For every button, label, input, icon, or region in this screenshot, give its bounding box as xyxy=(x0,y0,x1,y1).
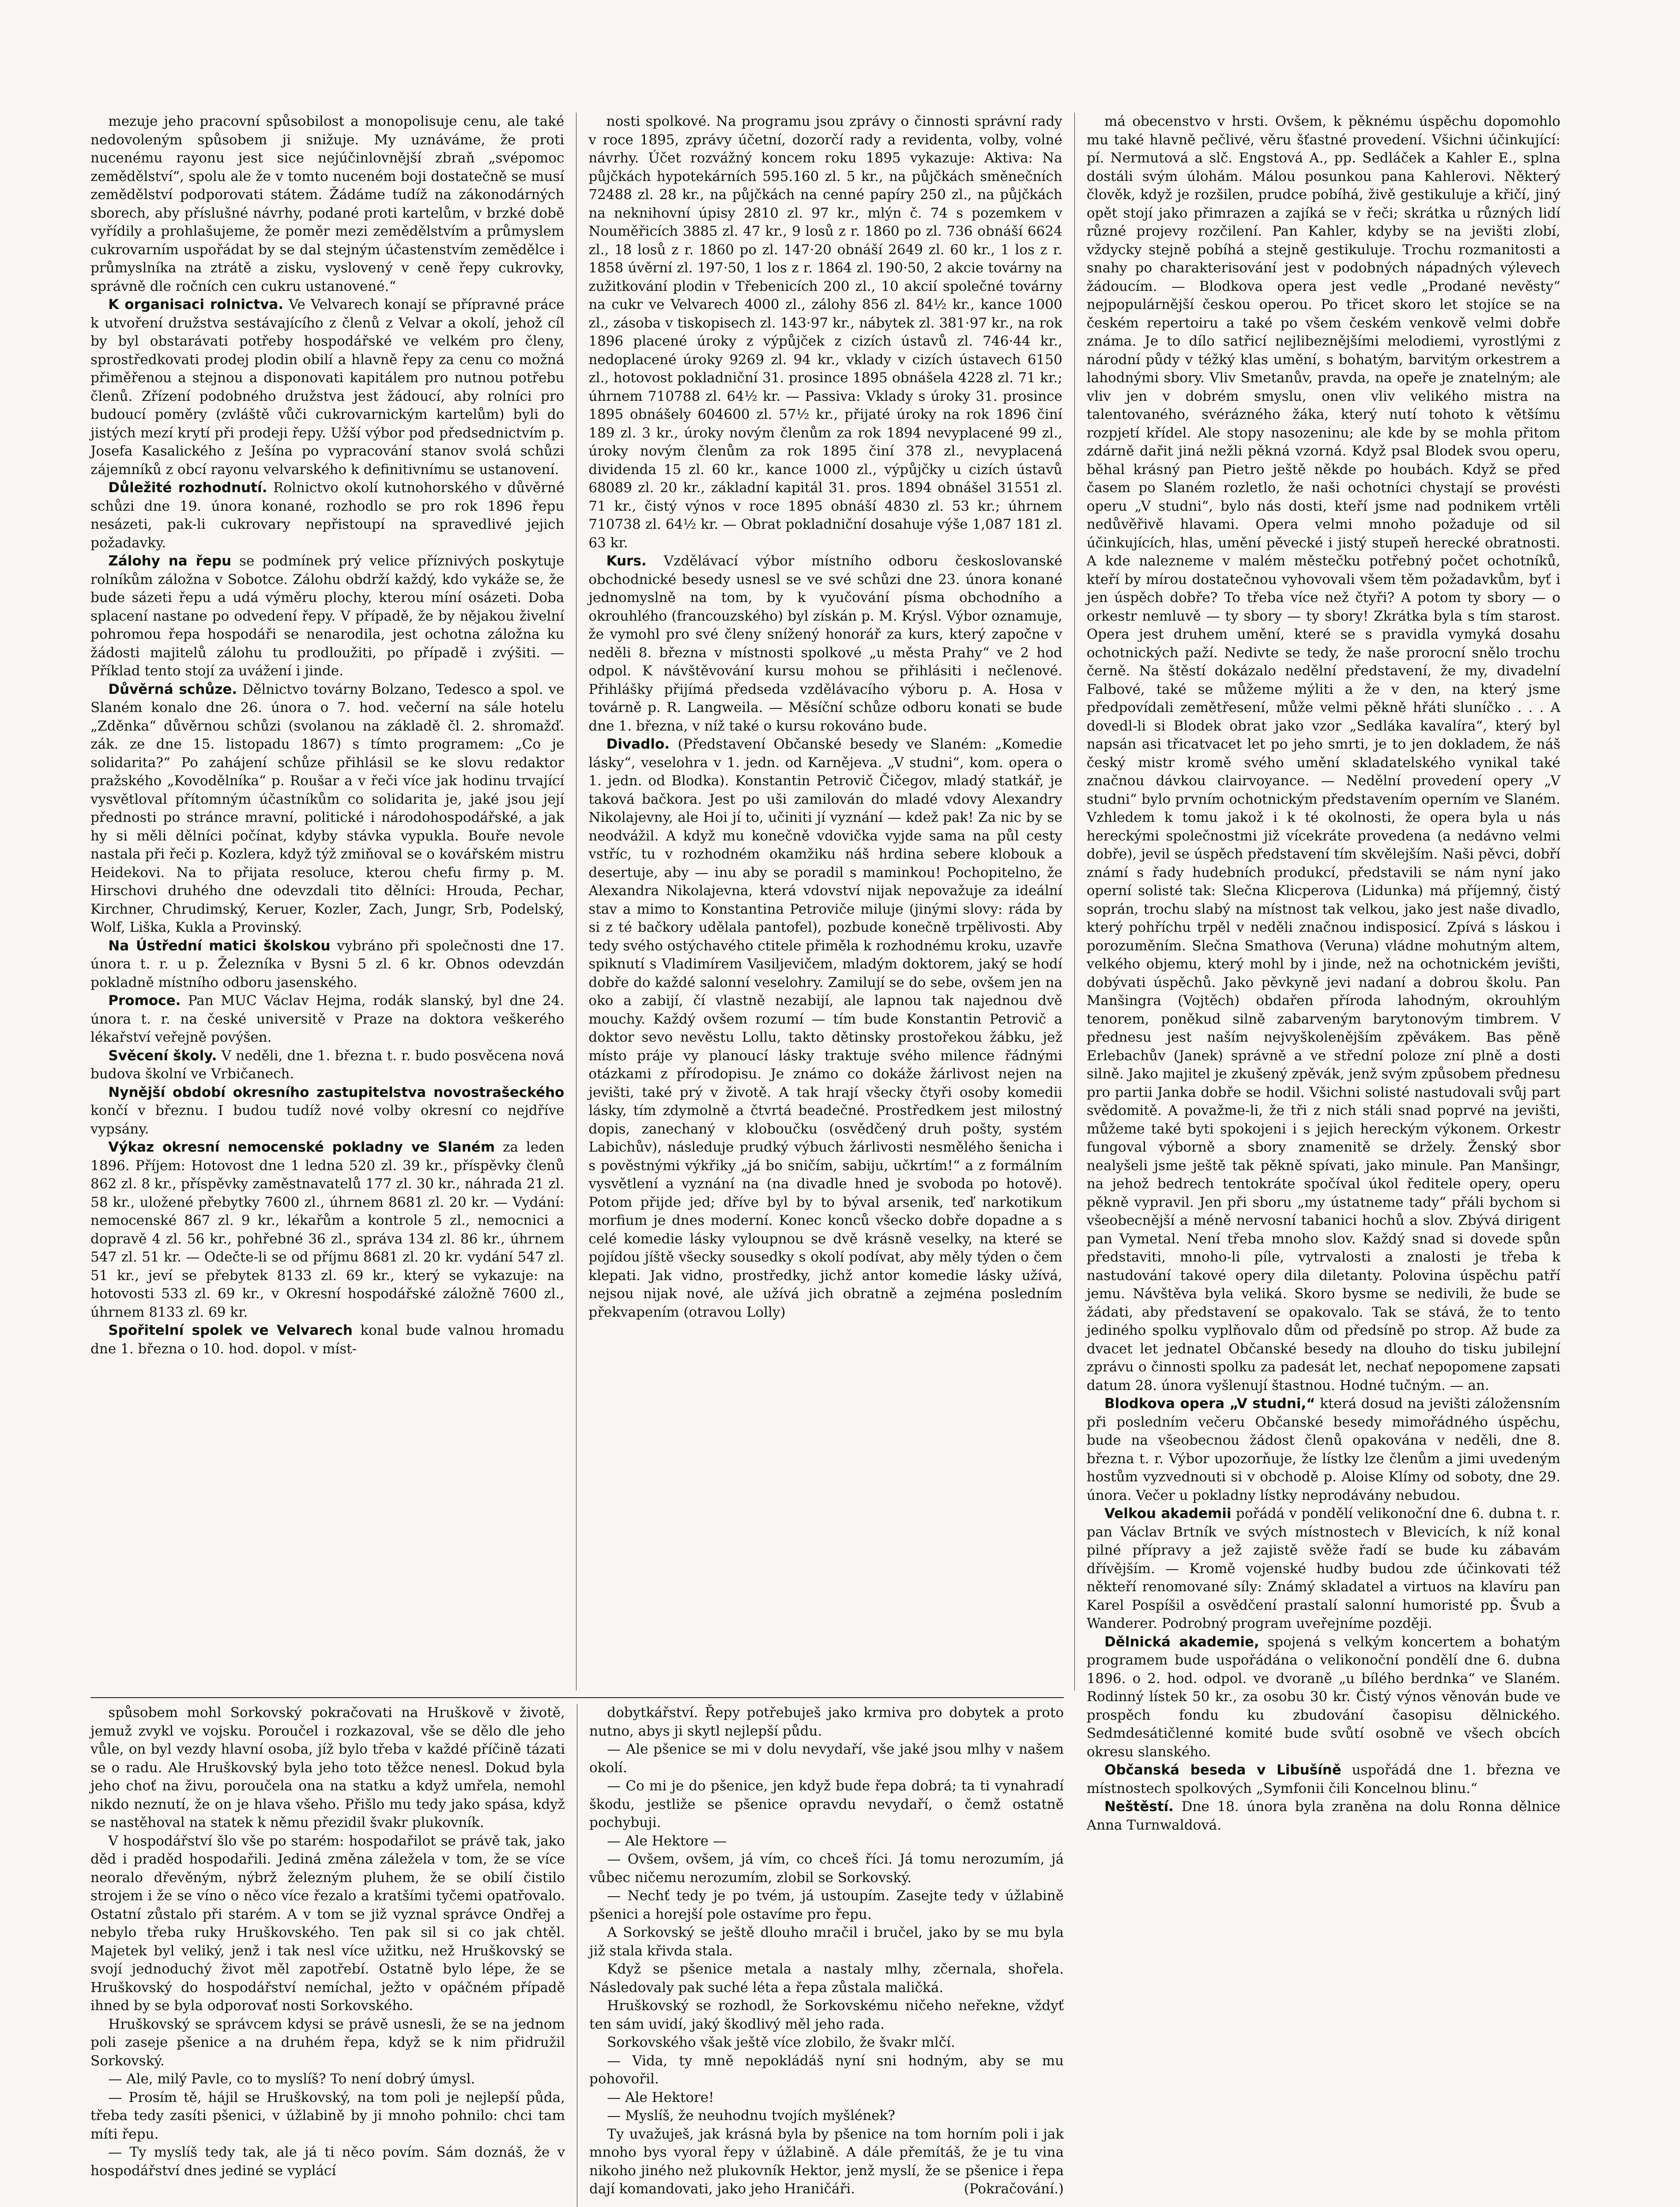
news-item-text: A Sorkovský se ještě dlouho mračil i bručel, jako by se mu byla již stala křivda stala. xyxy=(589,1925,1064,1959)
news-item-text: — Myslíš, že neuhodnu tvojích myšlének? xyxy=(607,2108,895,2124)
paragraph xyxy=(90,2070,565,2089)
paragraph xyxy=(589,1887,1064,1924)
news-item xyxy=(90,1138,564,1322)
news-item-heading: Divadlo. xyxy=(606,736,670,752)
news-item-text: — Ale Hektore! xyxy=(607,2089,714,2105)
paragraph xyxy=(589,1924,1064,1960)
paragraph xyxy=(589,2107,1064,2125)
news-item-text: Pan MUC Václav Hejma, rodák slanský, byl dne 24. února t. r. na české universitě v Praze na doktora veškerého lékařství veřejně povýšen. xyxy=(90,993,565,1045)
news-item xyxy=(1087,1798,1560,1834)
news-item-heading: Na Ústřední matici školskou xyxy=(108,938,331,954)
news-item-text: — Nechť tedy je po tvém, já ustoupím. Zasejte tedy v úžlabině pšenici a horejší pole ostavíme pro řepu. xyxy=(589,1888,1064,1922)
paragraph xyxy=(589,2052,1064,2089)
paragraph xyxy=(589,1997,1064,2034)
news-item-text: — Co mi je do pšenice, jen když bude řepa dobrá; ta ti vynahradí škodu, jestliže se pšenice opravdu nevydaří, o čemž ostatně pochybuji. xyxy=(589,1778,1064,1830)
news-item xyxy=(90,681,564,937)
column-1 xyxy=(90,113,564,1691)
news-item-text: — Ovšem, ovšem, já vím, co chceš říci. Já tomu nerozumím, já vůbec ničemu nerozumím, zlobil se Sorkovský. xyxy=(589,1851,1064,1886)
feuilleton-column-2 xyxy=(589,1704,1064,2207)
paragraph xyxy=(589,1850,1064,1887)
news-item-heading: Občanská beseda v Libušíně xyxy=(1104,1762,1341,1778)
news-item-heading: Blodkova opera „V studni,“ xyxy=(1104,1396,1315,1412)
news-item-text: — Ale Hektore — xyxy=(607,1833,727,1849)
news-item-heading: K organisaci rolnictva. xyxy=(108,297,283,313)
news-item-heading: Nynější období okresního zastupitelstva novostrašeckého xyxy=(108,1084,565,1100)
news-item xyxy=(90,1084,564,1139)
news-item-text: dobytkářství. Řepy potřebuješ jako krmiva pro dobytek a proto nutno, abys ji skytl nejlepší půdu. xyxy=(589,1705,1064,1739)
news-item-text: — Vida, ty mně nepokládáš nyní sni hodným, aby se mu pohovořil. xyxy=(589,2053,1064,2087)
paragraph xyxy=(90,1832,565,2015)
news-item-heading: Promoce. xyxy=(108,993,181,1009)
news-item-text: konal bude valnou hromadu dne 1. března o 10. hod. dopol. v míst- xyxy=(90,1322,565,1357)
news-item xyxy=(90,992,564,1047)
news-item-text: spojená s velkým koncertem a bohatým programem bude uspořádána o velikonoční pondělí dne 6. dubna 1896. o 2. hod. odpol. ve dvoraně „u bílého berdnka“ ve Slaném. Rodinný lístek 50 kr., za osobu 30 kr. Čistý výnos věnován bude ve prospěch fondu ku zbudování časopisu dělnického. Sedmdesátičlenné komité bude svůtí osobně ve všech obcích okresu slanského. xyxy=(1086,1634,1561,1760)
news-item xyxy=(1087,1761,1560,1798)
column-2 xyxy=(588,113,1062,1691)
news-item-text: Dne 18. února byla zraněna na dolu Ronna dělnice Anna Turnwaldová. xyxy=(1086,1799,1561,1833)
news-item-text: Rolnictvo okolí kutnohorského v důvěrné schůzi dne 19. února konané, rozhodlo se pro rok 1896 řepu nesázeti, pak-li cukrovary nepřistoupí na spravedlivé jejich požadavky. xyxy=(90,480,565,551)
news-item-text: nosti spolkové. Na programu jsou zprávy o činnosti správní rady v roce 1895, zprávy účetní, dozorčí rady a revidenta, volby, volné návrhy. Účet rozvážný koncem roku 1895 vykazuje: Aktiva: Na půjčkách hypotekárních 595.160 zl. 5 kr., na půjčkách směnečních 72488 zl. 28 kr., na půjčkách na cenné papíry 250 zl., na půjčkách na neknihovní úpisy 2810 zl. 97 kr., mlýn č. 74 s pozemkem v Nouměřicích 3885 zl. 47 kr., 9 losů z r. 1860 po zl. 736 obnáší 6624 zl., 18 losů z r. 1860 po zl. 147·20 obnáší 2649 zl. 60 kr., 1 los z r. 1858 úvěrní zl. 197·50, 1 los z r. 1864 zl. 190·50, 2 akcie továrny na zužitkování plodin v Třebenicích 200 zl., 10 akcií společné továrny na cukr ve Velvarech 4000 zl., zálohy 856 zl. 84½ kr., kance 1000 zl., zásoba v tiskopisech zl. 143·97 kr., nábytek zl. 381·97 kr., na rok 1896 placené úroky z výpůjček z cizích ústavů zl. 746·44 kr., nedoplacené úroky 9269 zl. 94 kr., vklady v cizích ústavech 6150 zl., hotovost pokladniční 31. prosince 1895 obnášela 4228 zl. 71 kr.; úhrnem 710788 zl. 64½ kr. — Passiva: Vklady s úroky 31. prosince 1895 obnášely 604600 zl. 57½ kr., přijaté úroky na rok 1896 činí 189 zl. 3 kr., úroky novým členům za rok 1894 nevyplacené 99 zl., úroky novým členům za rok 1895 činí 378 zl., nevyplacená dividenda 15 zl. 60 kr., kance 1000 zl., výpůjčky u cizích ústavů 68089 zl. 20 kr., základní kapitál 31. pros. 1894 obnášel 31551 zl. 71 kr., čistý výnos v roce 1895 obnáší 4830 zl. 53 kr.; úhrnem 710738 zl. 64½ kr. — Obrat pokladniční dosahuje výše 1,087 181 zl. 63 kr. xyxy=(588,113,1062,551)
news-item xyxy=(90,937,564,992)
paragraph xyxy=(90,2015,565,2071)
news-item-text: za leden 1896. Příjem: Hotovost dne 1 ledna 520 zl. 39 kr., příspěvky členů 862 zl. 8 kr., příspěvky zaměstnavatelů 177 zl. 30 kr., náhrada 21 zl. 58 kr., uložené přebytky 7600 zl., úhrnem 8681 zl. 20 kr. — Vydání: nemocenské 867 zl. 9 kr., lékařům a kontrole 5 zl., nemocnici a dopravě 4 zl. 56 kr., pohřebné 36 zl., správa 134 zl. 86 kr., úhrnem 547 zl. 51 kr. — Odečte-li se od příjmu 8681 zl. 20 kr. vydání 547 zl. 51 kr., jeví se přebytek 8133 zl. 69 kr., který se vykazuje: na hotovosti 533 zl. 69 kr., v Okresní hospodářské záložně 7600 zl., úhrnem 8133 zl. 69 kr. xyxy=(90,1139,565,1320)
news-item xyxy=(588,735,1062,1322)
news-item xyxy=(90,296,564,479)
continuation-note: (Pokračování.) xyxy=(964,2181,1064,2197)
feuilleton-column-1 xyxy=(90,1704,565,2207)
news-item-text: uspořádá dne 1. března ve místnostech spolkových „Symfonii čili Koncelnou blinu.“ xyxy=(1086,1762,1561,1796)
news-item xyxy=(90,479,564,552)
news-item xyxy=(90,1047,564,1084)
news-item-heading: Svěcení školy. xyxy=(108,1047,217,1064)
news-item xyxy=(588,552,1062,735)
paragraph xyxy=(90,1704,565,1832)
news-item-text: V hospodářství šlo vše po starém: hospodařilot se právě tak, jako děd i praděd hospodařili. Jediná změna záležela v tom, že se více neoralo dřevěným, nýbrž železným pluhem, že se obilí čistilo strojem i že se víno o něco více řezalo a kratšími tyčemi opatřovalo. Ostatní zůstalo při starém. A v tom se již vyznal správce Ondřej a nebylo třeba ruky Hruškovského. Ten pak sil si co jak chtěl. Majetek byl veliký, jenž i tak nesl více užitku, než Hruškovský se svojí jednoduchý život měl zapotřebí. Ostatně bylo lépe, že se Hruškovský do hospodářství nemíchal, ježto v opáčném případě ihned by se byla odporovať nosti Sorkovského. xyxy=(90,1833,565,2014)
news-item-heading: Důležité rozhodnutí. xyxy=(108,480,267,496)
news-item-text: končí v březnu. I budou tudíž nové volby okresní co nejdříve vypsány. xyxy=(90,1103,565,1137)
news-item-heading: Zálohy na řepu xyxy=(108,553,232,569)
paragraph xyxy=(589,2089,1064,2107)
news-item-text: — Ale pšenice se mi v dolu nevydaří, vše jaké jsou mlhy v našem okolí. xyxy=(589,1741,1064,1776)
news-item-heading: Dělnická akademie, xyxy=(1104,1634,1259,1650)
news-item-heading: Důvěrná schůze. xyxy=(108,681,237,697)
paragraph xyxy=(90,2089,565,2144)
news-item-heading: Kurs. xyxy=(606,553,647,569)
news-item-text: — Prosím tě, hájil se Hruškovský, na tom poli je nejlepší půda, třeba tedy zasíti pšenici, v úžlabině by ji mnoho pohnilo: chci tam míti řepu. xyxy=(90,2089,565,2142)
paragraph xyxy=(90,113,564,296)
news-item xyxy=(1087,1505,1560,1633)
news-item-text: Vzdělávací výbor místního odboru českoslovanské obchodnické besedy usnesl se ve své schůzi dne 23. února konané jednomyslně na tom, by k vyučování písma obchodního a okrouhlého (francouzského) byl získán p. M. Krýsl. Výbor oznamuje, že vymohl pro své členy snížený honorář za kurs, který započne v neděli 8. března v místnosti spolkové „u města Prahy“ ve 2 hod odpol. K návštěvování kursu mohou se přihlásiti i nečlenové. Přihlášky přijímá předseda vzdělávacího výboru p. A. Hosa v továrně p. R. Langweila. — Měsíční schůze odboru konati se bude dne 1. března, v níž také o kursu rokováno bude. xyxy=(588,553,1062,734)
news-item-text: Ve Velvarech konají se přípravné práce k utvoření družstva sestávajícího z členů z Velvar a okolí, jehož cíl by byl obstarávati potřeby hospodářské ve velkém pro členy, sprostředkovati prodej plodin obilí a hlavně řepy za cenu co možná přiměřenou a stejnou a disponovati kapitálem pro nutnou potřebu členů. Zřízení podobného družstva jest žádoucí, aby rolníci pro budoucí poměry (zvláště vůči cukrovarnickým kartelům) byli do jistých mezí krytí při prodeji řepy. Užší výbor pod předsednictvím p. Josefa Kasalického z Ješína po vypracování stanov svolá schůzi zájemníků z obcí rayonu velvarského k definitivnímu se ustanovení. xyxy=(90,297,565,478)
paragraph xyxy=(589,2125,1064,2199)
news-item-text: Sorkovského však ještě více zlobilo, že švakr mlčí. xyxy=(607,2034,955,2050)
news-item xyxy=(90,1322,564,1358)
news-item-text: která dosud na jevišti záložensním při posledním večeru Občanské besedy mimořádného úspěchu, bude na všeobecnou žádost členů opakována v neděli, dne 8. března t. r. Výbor upozorňuje, že lístky lze členům a jimi uvedeným hostům vyzvednouti si v obchodě p. Aloise Klímy od soboty, dne 29. února. Večer u pokladny lístky neprodávány nebudou. xyxy=(1086,1396,1561,1503)
paragraph xyxy=(90,2143,565,2180)
feuilleton-section xyxy=(90,1704,1064,2207)
news-item-text: mezuje jeho pracovní spůsobilost a monopolisuje cenu, ale také nedovoleným spůsobem ji snižuje. My uznáváme, že proti nucenému rayonu jest sice nejúčinlovnější zbraň „svépomoc zemědělství“, spolu ale že v tomto nuceném boji dostatečně se musí zemědělství podporovati státem. Žádáme tudíž na zákonodárných sborech, aby příslušné návrhy, podané proti kartelům, v brzké době vyřídily a prohlašujeme, že poměr mezi zemědělstvím a průmyslem cukrovarním uspořádat by se dal stejným účastenstvím zemědělce i průmyslníka na ztrátě a zisku, vyslovený v ceně řepy cukrovky, správně dle ročních cen cukru ustanovené.“ xyxy=(90,113,565,294)
news-item-text: Dělnictvo továrny Bolzano, Tedesco a spol. ve Slaném konalo dne 26. února o 7. hod. večerní na sále hotelu „Zděnka“ důvěrnou schůzi (svolanou na základě čl. 2. shromažď. zák. ze dne 15. listopadu 1867) s tímto programem: „Co je solidarita?“ Po zahájení schůze přihlásil se ke slovu redaktor pražského „Kovodělníka“ p. Roušar a v řeči více jak hodinu trvající vysvětloval přítomným účastníkům co solidarita je, jaké jsou její přednosti po stránce mravní, politické i národohospodářské, a jak hy si měli dělníci počínat, kdyby stávka vypukla. Bouře nevole nastala při řeči p. Kozlera, když týž zmiňoval se o kovářském mistru Heidekovi. Na to přijata resoluce, kterou chefu firmy p. M. Hirschovi druhého dne odevzdali tito dělníci: Hrouda, Pechar, Kirchner, Chrudimský, Keruer, Kozler, Zach, Jungr, Srb, Podelský, Wolf, Liška, Kukla a Provinský. xyxy=(90,681,565,935)
news-item-text: V neděli, dne 1. března t. r. budo posvěcena nová budova školní ve Vrbičanech. xyxy=(90,1047,565,1082)
news-item-text: má obecenstvo v hrsti. Ovšem, k pěknému úspěchu dopomohlo mu také hlavně pečlivé, věru šťastné provedení. Všichni účinkující: pí. Nermutová a slč. Engstová A., pp. Sedláček a Kahler E., splna dostáli svým úlohám. Málou posunkou pana Kahlerovi. Některý člověk, když je rozšilen, prudce pobíhá, živě gestikuluje a křičí, jiný opět stojí jako přimrazen a zajíká se v řeči; skrátka u různých lidí různé projevy rozčilení. Pan Kahler, kdyby se na jevišti zlobí, vždycky stejně pobíhá a stejně gestikuluje. Trochu rozmanitosti a snahy po charakterisování jest v podobných nápadných výlevech žádoucím. — Blodkova opera jest vedle „Prodané nevěsty“ nejpopulárnější českou operou. Po třicet skoro let stojíce se na českém repertoiru a také po všem českém venkově velmi dobře známa. Je to dílo satřicí nejlibeznějšími melodiemi, vyrostlými z národní půdy v téžký klas umění, s bohatým, barvitým orkestrem a lahodnými sbory. Vliv Smetanův, pravda, na opeře je znatelným; ale vliv jen v dobrém smyslu, onen vliv velikého mistra na talentovaného, svérázného žáka, který nutí tohoto k většímu rozpjetí křídel. Ale stopy nasozeninu; ale kde by se mohla přitom zdárně dařit jiná nežli pěkná vzorná. Když psal Blodek svou operu, běhal krásný pan Pietro ještě někde po houbách. Když se před časem po Slaném rozletlo, že naši ochotníci chystají se provésti operu „V studni“, bylo nás dosti, kteří jsme nad podnikem vrtěli nedůvěřivě hlavami. Opera velmi mnoho požaduje od sil účinkujících, hlas, umění pěvecké i jistý stupeň herecké obratnosti. A kde nalezneme v malém městečku potřebný počet ochotníků, kteří by mírou dostatečnou vyhovovali všem těm požadavkům, byť i jen úspěch dobře? To třeba více než čtyři? A potom ty sbory — o orkestr nemluvě — ty sbory — ty sbory! Zkrátka byla s tím starost. Opera jest druhem umění, které se s pravidla vymyká dosahu ochotnických paží. Nedivte se tedy, že naše prorocní snělo trochu černě. Na štěstí dokázalo nedělní představení, že my, divadelní Falbové, také se můžeme mýliti a že v den, na který jsme předpovídali zemětřesení, může velmi pěkně hřáti sluníčko . . . A dovedl-li si Blodek obrat jako vzor „Sedláka kavalíra“, který byl napsán asi třicatvacet let po jeho smrti, je to jen dokladem, že náš český mistr kromě svého umění skladatelského vynikal také značnou dávkou clairvoyance. — Nedělní provedení opery „V studni“ bylo prvním ochotnickým představením operním ve Slaném. Vzhledem k tomu jakož i k té okolnosti, že opera byla u nás hereckými společnostmi již vícekráte provedena (a nedávno velmi dobře), jevil se úspěch představení tím skvělejším. Naši pěvci, dobří známí s řady hudebních produkcí, představili se nám nyní jako operní solisté tak: Slečna Klicperova (Lidunka) má příjemný, čistý soprán, trochu slabý na místnost tak velkou, jako jest naše divadlo, který pohříchu trpěl v neděli značnou indisposicí. Zpívá s láskou i porozuměním. Slečna Smathova (Veruna) vládne mohutným altem, velkého objemu, který mohl by i jinde, než na ochotnickém jevišti, dobývati úspěchů. Jako pěvkyně jevi nadaní a dobrou školu. Pan Manšingra (Vojtěch) obdařen příroda lahodným, okrouhlým tenorem, poněkud silně zabarveným barytonovým timbrem. V přednesu jest naším nejvyškolenějším zpěvákem. Bas pěně Erlebachův (Janek) správně a ve střední poloze zní plně a dosti silně. Jako majitel je zkušený zpěvák, jenž svým způsobem přednesu pro partii Janka dobře se hodil. Všichni solisté nastudovali svůj part svědomitě. A považme-li, že tři z nich stáli snad poprvé na jevišti, můžeme také byti spokojeni i s jejich hereckým výkonem. Orkestr fungoval výborně a sbory znamenitě se držely. Ženský sbor nealyšeli jsme ještě tak pěkně spívati, jako minule. Pan Manšingr, na jehož bedrech tentokráte spočíval úkol ředitele opery, operu pěkně vypravil. Jen při sboru „my ústatneme tady“ přáli bychom si všeobecnější a méně nervosní tabanici hochů a slov. Zbývá dirigent pan Vymetal. Není třeba mnoho slov. Každý snad si dovede spůn představiti, mnoho-li píle, vytrvalosti a znalosti je třeba k nastudování takové opery dila diletanty. Polovina úspěchu patří jemu. Návštěva byla veliká. Skoro bysme se nedivili, že bude se žádati, aby představení se opakovalo. Tak se stává, že to tento jediného spolku vyplňovalo dům od předsíně po strop. Až bude za dvacet let jednatel Občanské besedy na dlouho do tisku jubilejní zprávu o činnosti spolku za padesát let, nechať nepopomene zapsati datum 28. února vyšlenují štastnou. Hodné tučným. — an. xyxy=(1086,113,1561,1393)
paragraph xyxy=(589,2034,1064,2052)
news-item-text: Hruškovský se rozhodl, že Sorkovskému ničeho neřekne, vždyť ten sám uvidí, jaký škodlivý měl jeho rada. xyxy=(589,1998,1064,2032)
news-item-text: Když se pšenice metala a nastaly mlhy, zčernala, shořela. Následovaly pak suché léta a řepa zůstala maličká. xyxy=(589,1961,1064,1996)
news-item-text: vybráno při společnosti dne 17. února t. r. u p. Železníka v Bysni 5 zl. 6 kr. Obnos odevzdán pokladně místního odboru jasenského. xyxy=(90,938,565,991)
paragraph xyxy=(588,113,1062,552)
news-item-heading: Výkaz okresní nemocenské pokladny ve Slaném xyxy=(108,1139,495,1155)
news-item-text: spůsobem mohl Sorkovský pokračovati na Hruškově v životě, jemuž zvykl ve vojsku. Poroučel i rozkazoval, vše se dělo dle jeho vůle, on byl vezdy hlavní osoba, jíž bylo třeba v každé příčině tázati se o radu. Ale Hruškovský byla jeho toto těžce nenesl. Dokud byla jeho choť na živu, poroučela ona na statku a když umřela, nemohl nikdo neznutí, že on je hlava všeho. Přišlo mu tedy jako spása, když se nastěhoval na statek k němu přezidil švakr plukovník. xyxy=(90,1705,565,1830)
paragraph xyxy=(589,1740,1064,1777)
news-item-text: — Ale, milý Pavle, co to myslíš? To není dobrý úmysl. xyxy=(108,2071,475,2087)
paragraph xyxy=(589,1704,1064,1740)
news-item-heading: Neštěstí. xyxy=(1104,1799,1174,1815)
paragraph xyxy=(589,1832,1064,1851)
news-item-text: se podmínek prý velice příznivých poskytuje rolníkům záložna v Sobotce. Zálohu obdrží každý, kdo vykáže se, že bude sázeti řepu a udá výměru plochy, kterou míní osázeti. Doba splacení nastane po odvedení řepy. V případě, že by nějakou živelní pohromou řepa hospodáři se nenarodila, jest ochotna záložna ku žádosti majitelů zálohu tu prodloužiti, po případě i zvýšiti. — Příklad tento stojí za uvážení i jinde. xyxy=(90,553,565,679)
column-divider xyxy=(1074,113,1075,1691)
news-item-text: pořádá v pondělí velikonoční dne 6. dubna t. r. pan Václav Brtník ve svých místnostech v Blevicích, k níž konal pilné přípravy a jež zajistě svěže řadí se bude ku zábavám dřívějším. — Kromě vojenské hudby budou zde účinkovati též někteří renomované síly: Známý skladatel a virtuos na klavíru pan Karel Pospíšil a osvědčení prastalí salonní humoristé pp. Švub a Wanderer. Podrobný program uveřejníme později. xyxy=(1086,1506,1561,1631)
column-3 xyxy=(1086,113,1561,1833)
paragraph xyxy=(1087,113,1560,1395)
news-item xyxy=(90,552,564,681)
news-item-text: Ty uvažuješ, jak krásná byla by pšenice na tom horním poli i jak mnoho bys vyoral řepy v úžlabině. A dále přemítáš, že je tu vina nikoho jiného než plukovník Hektor, jenž myslí, že se pšenice i řepa dají komandovati, jako jeho Hraničáři. xyxy=(589,2126,1064,2197)
news-item-text: Hruškovský se správcem kdysi se právě usnesli, že se na jednom poli zaseje pšenice a na druhém řepa, když se k nim přidružil Sorkovský. xyxy=(90,2016,565,2069)
news-item xyxy=(1087,1633,1560,1762)
news-item-heading: Velkou akademii xyxy=(1104,1506,1232,1522)
news-item xyxy=(1087,1395,1560,1505)
news-item-heading: Spořitelní spolek ve Velvarech xyxy=(108,1322,353,1338)
paragraph xyxy=(589,1777,1064,1832)
news-item-text: — Ty myslíš tedy tak, ale já ti něco povím. Sám doznáš, že v hospodářství dnes jediné se vyplácí xyxy=(90,2144,565,2179)
feuilleton-divider xyxy=(90,1697,1064,1698)
paragraph xyxy=(589,1960,1064,1997)
newspaper-page xyxy=(90,113,1560,2207)
news-item-text: (Představení Občanské besedy ve Slaném: „Komedie lásky“, veselohra v 1. jedn. od Karnějeva. „V studni“, kom. opera o 1. jedn. od Blodka). Konstantin Petrovič Čičegov, mladý statkář, je taková bačkora. Jest po uši zamilován do mladé vdovy Alexandry Nikolajevny, ale Hoi jí to, učiniti jí vyznání — kdež pak! Za nic by se neodvážil. A když mu konečně vdovička vyjde sama na půl cesty vstříc, tu v rozhodném okamžiku náš hrdina sebere klobouk a desertuje, aby — inu aby se poradil s maminkou! Pochopitelno, že Alexandra Nikolajevna, která vdovství nijak nepovažuje za ideální stav a mimo to Konstantina Petroviče miluje (jinými slovy: ráda by si z té bačkory udělala pantofel), pozbude konečně trpělivosti. Aby tedy svého ostýchavého ctitele přiměla k rozhodnému kroku, uzavře spiknutí s Vladimírem Vasiljevičem, mladým doktorem, jaký se hodí dobře do každé salonní veselohry. Zamilují se do sebe, ovšem jen na oko a zabijí, čí vlastně nezabijí, ale lapnou tak najednou dvě mouchy. Každý ovšem rozumí — tím bude Konstantin Petrovič a doktor sevo nevěstu Lollu, takto dětinsky prostořekou žábku, jež místo práje vy planoucí lásky traktuje svého milence řádnými otázkami z přírodopisu. Je známo co dokáže žárlivost nejen na jevišti, také prý v životě. A tak hrají všecky čtyři osoby komedii lásky, tím zdymolně a čtvrtá beadečné. Prostředkem jest milostný dopis, zanechaný v kloboučku (osvědčený druh pošty, systém Labichův), následuje prudký výbuch žárlivosti nesmělého šenicha i s pověstnými výkřiky „já bo sničím, sabiju, učkrtím!“ a z formálním vysvětlení a vyznání na (na divadle hned je svoboda po hotově). Potom přijde jed; dříve byl by to býval arsenik, teď narkotikum morfium je dnes moderní. Konec konců všecko dobře dopadne a s celé komedie lásky vyloupnou se dvě krásně veselky, na které se pojídou jíště všecky sousedky s okolí podívat, aby měly týden o čem klepati. Jak vidno, prostředky, jichž antor komedie lásky užívá, nejsou nijak nové, ale užívá jich obratně a zejména posledním překvapením (otravou Lolly) xyxy=(588,736,1062,1320)
